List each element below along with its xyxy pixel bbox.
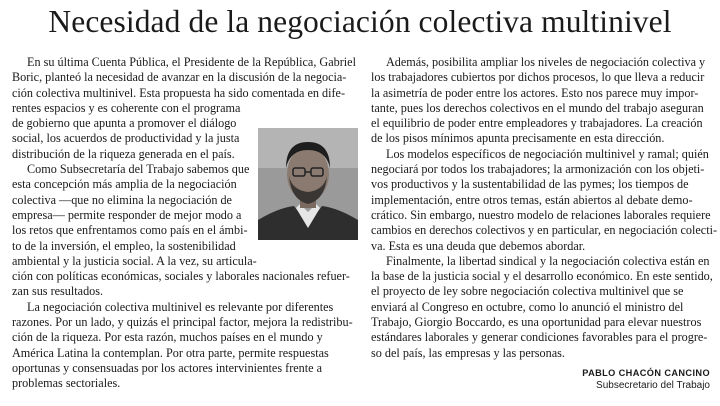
text-line: el proyecto de ley sobre negociación colectiva multinivel que se [371,284,684,299]
text-line: ción con políticas económicas, sociales y laborales nacionales refuer- [12,269,350,284]
right-column [371,55,718,361]
text-line: el equilibrio de poder entre empleadores y trabajadores. La creación [371,116,703,131]
text-line: ambiental y la justicia social. A la vez, su articula- [12,253,257,268]
author-role: Subsecretario del Trabajo [596,380,710,391]
author-portrait-icon [258,128,358,240]
text-line: negociará por todos los trabajadores; la armonización con los objeti- [371,162,705,177]
text-line: Finalmente, la libertad sindical y la negociación colectiva están en [386,253,710,268]
text-line: la base de la justicia social y el desarrollo económico. En este sentido, [371,269,713,284]
headline: Necesidad de la negociación colectiva multinivel [48,4,672,39]
author-photo [258,128,358,240]
text-line: oportunas y consensuadas por los actores intervinientes frente a [12,360,323,375]
text-line: rentes espacios y es coherente con el programa [12,100,241,115]
text-line: crático. Sin embargo, nuestro modelo de relaciones laborales requiere [371,207,711,222]
text-line: En su última Cuenta Pública, el Presidente de la República, Gabriel [27,55,356,69]
text-line: Trabajo, Giorgio Boccardo, es una oportunidad para elevar nuestros [371,315,702,330]
text-line: de gobierno que apunta a promover el diálogo [12,116,237,131]
text-line: estándares laborales y generar condiciones favorables para el progre- [371,330,708,345]
text-line: to de la inversión, el empleo, la sostenibilidad [12,238,236,253]
text-line: vos productivos y la sustentabilidad de las pymes; los tiempos de [371,177,689,192]
text-line: los retos que enfrentamos como país en el ámbi- [12,223,248,238]
text-line: colectiva —que no elimina la negociación de [12,192,232,207]
text-line: Los modelos específicos de negociación multinivel y ramal; quién [386,146,709,161]
text-line: problemas sectoriales. [12,376,121,391]
text-line: América Latina la contemplan. Por otra parte, permite respuestas [12,345,329,360]
text-line: de los pisos mínimos apunta precisamente en esta dirección. [371,131,665,146]
text-line: implementación, entre otros temas, están abiertos al debate demo- [371,192,693,207]
author-name: PABLO CHACÓN CANCINO [582,368,710,378]
text-line: la asimetría de poder entre los actores. Esto nos parece muy impor- [371,85,699,100]
text-line: Boric, planteó la necesidad de avanzar en la discusión de la negocia- [12,70,347,85]
text-line: enviará al Congreso en octubre, como lo anunció el ministro del [371,299,684,314]
text-line: ción colectiva multinivel. Esta propuesta ha sido comentada en dife- [12,85,346,100]
text-line: ción de la riqueza. Por esta razón, muchos países en el mundo y [12,330,323,345]
text-line: tante, pues los derechos colectivos en el mundo del trabajo aseguran [371,100,704,115]
text-line: Como Subsecretaría del Trabajo sabemos que [27,162,250,177]
text-line: esta concepción más amplia de la negociación [12,177,237,192]
text-line: va. Esta es una deuda que debemos abordar. [371,238,586,253]
text-line: cambios en derechos colectivos y en particular, en negociación colecti- [371,223,718,238]
text-line: los trabajadores cubiertos por dichos procesos, lo que lleva a reducir [371,70,705,85]
text-line: Además, posibilita ampliar los niveles de negociación colectiva y [386,55,706,69]
text-line: empresa— permite responder de mejor modo a [12,207,242,222]
text-line: zan sus resultados. [12,284,104,299]
text-line: social, los acuerdos de productividad y la justa [12,131,240,146]
text-line: razones. Por un lado, y quizás el principal factor, mejora la redistribu- [12,315,353,330]
text-line: so del país, las empresas y las personas. [371,345,565,360]
byline [582,367,710,393]
text-line: La negociación colectiva multinivel es relevante por diferentes [27,299,334,314]
text-line: distribución de la riqueza generada en el país. [12,146,235,161]
